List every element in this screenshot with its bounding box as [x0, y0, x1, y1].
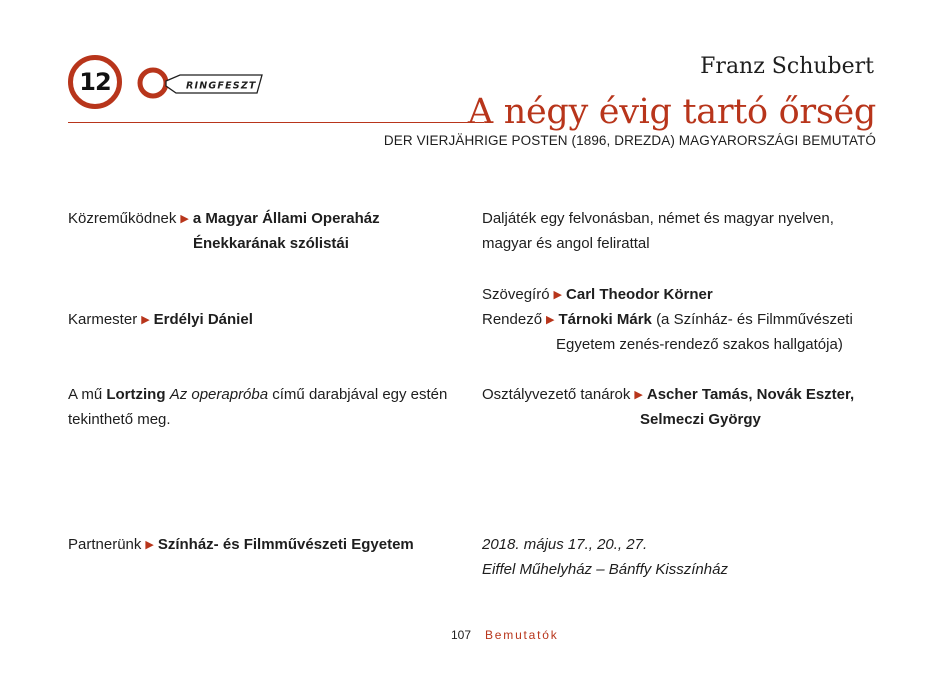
event-number-badge [68, 55, 122, 109]
partner-name: Színház- és Filmművészeti Egyetem [157, 536, 414, 553]
conductor-block [68, 307, 253, 334]
conductor-label: Karmester [68, 311, 138, 328]
arrow-icon: ▶ [553, 289, 563, 301]
librettist-label: Szövegíró [482, 286, 550, 303]
teachers-label: Osztályvezető tanárok [482, 386, 631, 403]
ringfeszt-logo [136, 64, 268, 104]
partner-label: Partnerünk [68, 536, 142, 553]
arrow-icon: ▶ [546, 314, 555, 326]
event-number: 12 [79, 68, 111, 96]
note-rest: című darabjával egy estén [272, 386, 448, 403]
description-line2: magyar és angol felirattal [482, 235, 650, 252]
page-title: A négy évig tartó őrség [467, 92, 876, 132]
contributors-line2: Énekkarának szólistái [193, 235, 349, 252]
note-work-title: Az operapróba [169, 386, 269, 403]
contributors-continued [193, 231, 349, 256]
teachers-block [482, 382, 854, 409]
librettist-block [482, 282, 713, 309]
performance-venue: Eiffel Műhelyház – Bánffy Kisszínház [482, 561, 728, 578]
director-name: Tárnoki Márk [558, 311, 652, 328]
title-rule [68, 122, 484, 123]
teachers-line1: Ascher Tamás, Novák Eszter, [646, 386, 855, 403]
contributors-line1: a Magyar Állami Operaház [192, 210, 380, 227]
contributors-label: Közreműködnek [68, 210, 177, 227]
partner-block [68, 532, 414, 559]
conductor-name: Erdélyi Dániel [153, 311, 253, 328]
director-block [482, 307, 853, 334]
performance-dates: 2018. május 17., 20., 27. [482, 536, 648, 553]
section-label: Bemutatók [485, 628, 559, 642]
note-line2: tekinthető meg. [68, 411, 171, 428]
director-note-line2: Egyetem zenés-rendező szakos hallgatója) [556, 336, 843, 353]
arrow-icon: ▶ [141, 314, 150, 326]
composer-name: Franz Schubert [700, 54, 874, 79]
teachers-line2: Selmeczi György [640, 411, 761, 428]
arrow-icon: ▶ [180, 213, 189, 225]
page-subtitle: DER VIERJÄHRIGE POSTEN (1896, DREZDA) MAGYARORSZÁGI BEMUTATÓ [383, 133, 876, 148]
page-number: 107 [451, 628, 472, 642]
note-block [68, 382, 447, 407]
note-prefix: A mű [68, 386, 103, 403]
teachers-continued [640, 407, 761, 432]
description-line1: Daljáték egy felvonásban, német és magyar nyelven, [482, 210, 834, 227]
director-label: Rendező [482, 311, 543, 328]
arrow-icon: ▶ [145, 539, 154, 551]
logo-text: RINGFESZT [186, 80, 257, 92]
director-note: (a Színház- és Filmművészeti [656, 311, 853, 328]
librettist-name: Carl Theodor Körner [566, 286, 713, 303]
arrow-icon: ▶ [634, 389, 643, 401]
contributors-block [68, 206, 380, 233]
note-composer: Lortzing [106, 386, 166, 403]
